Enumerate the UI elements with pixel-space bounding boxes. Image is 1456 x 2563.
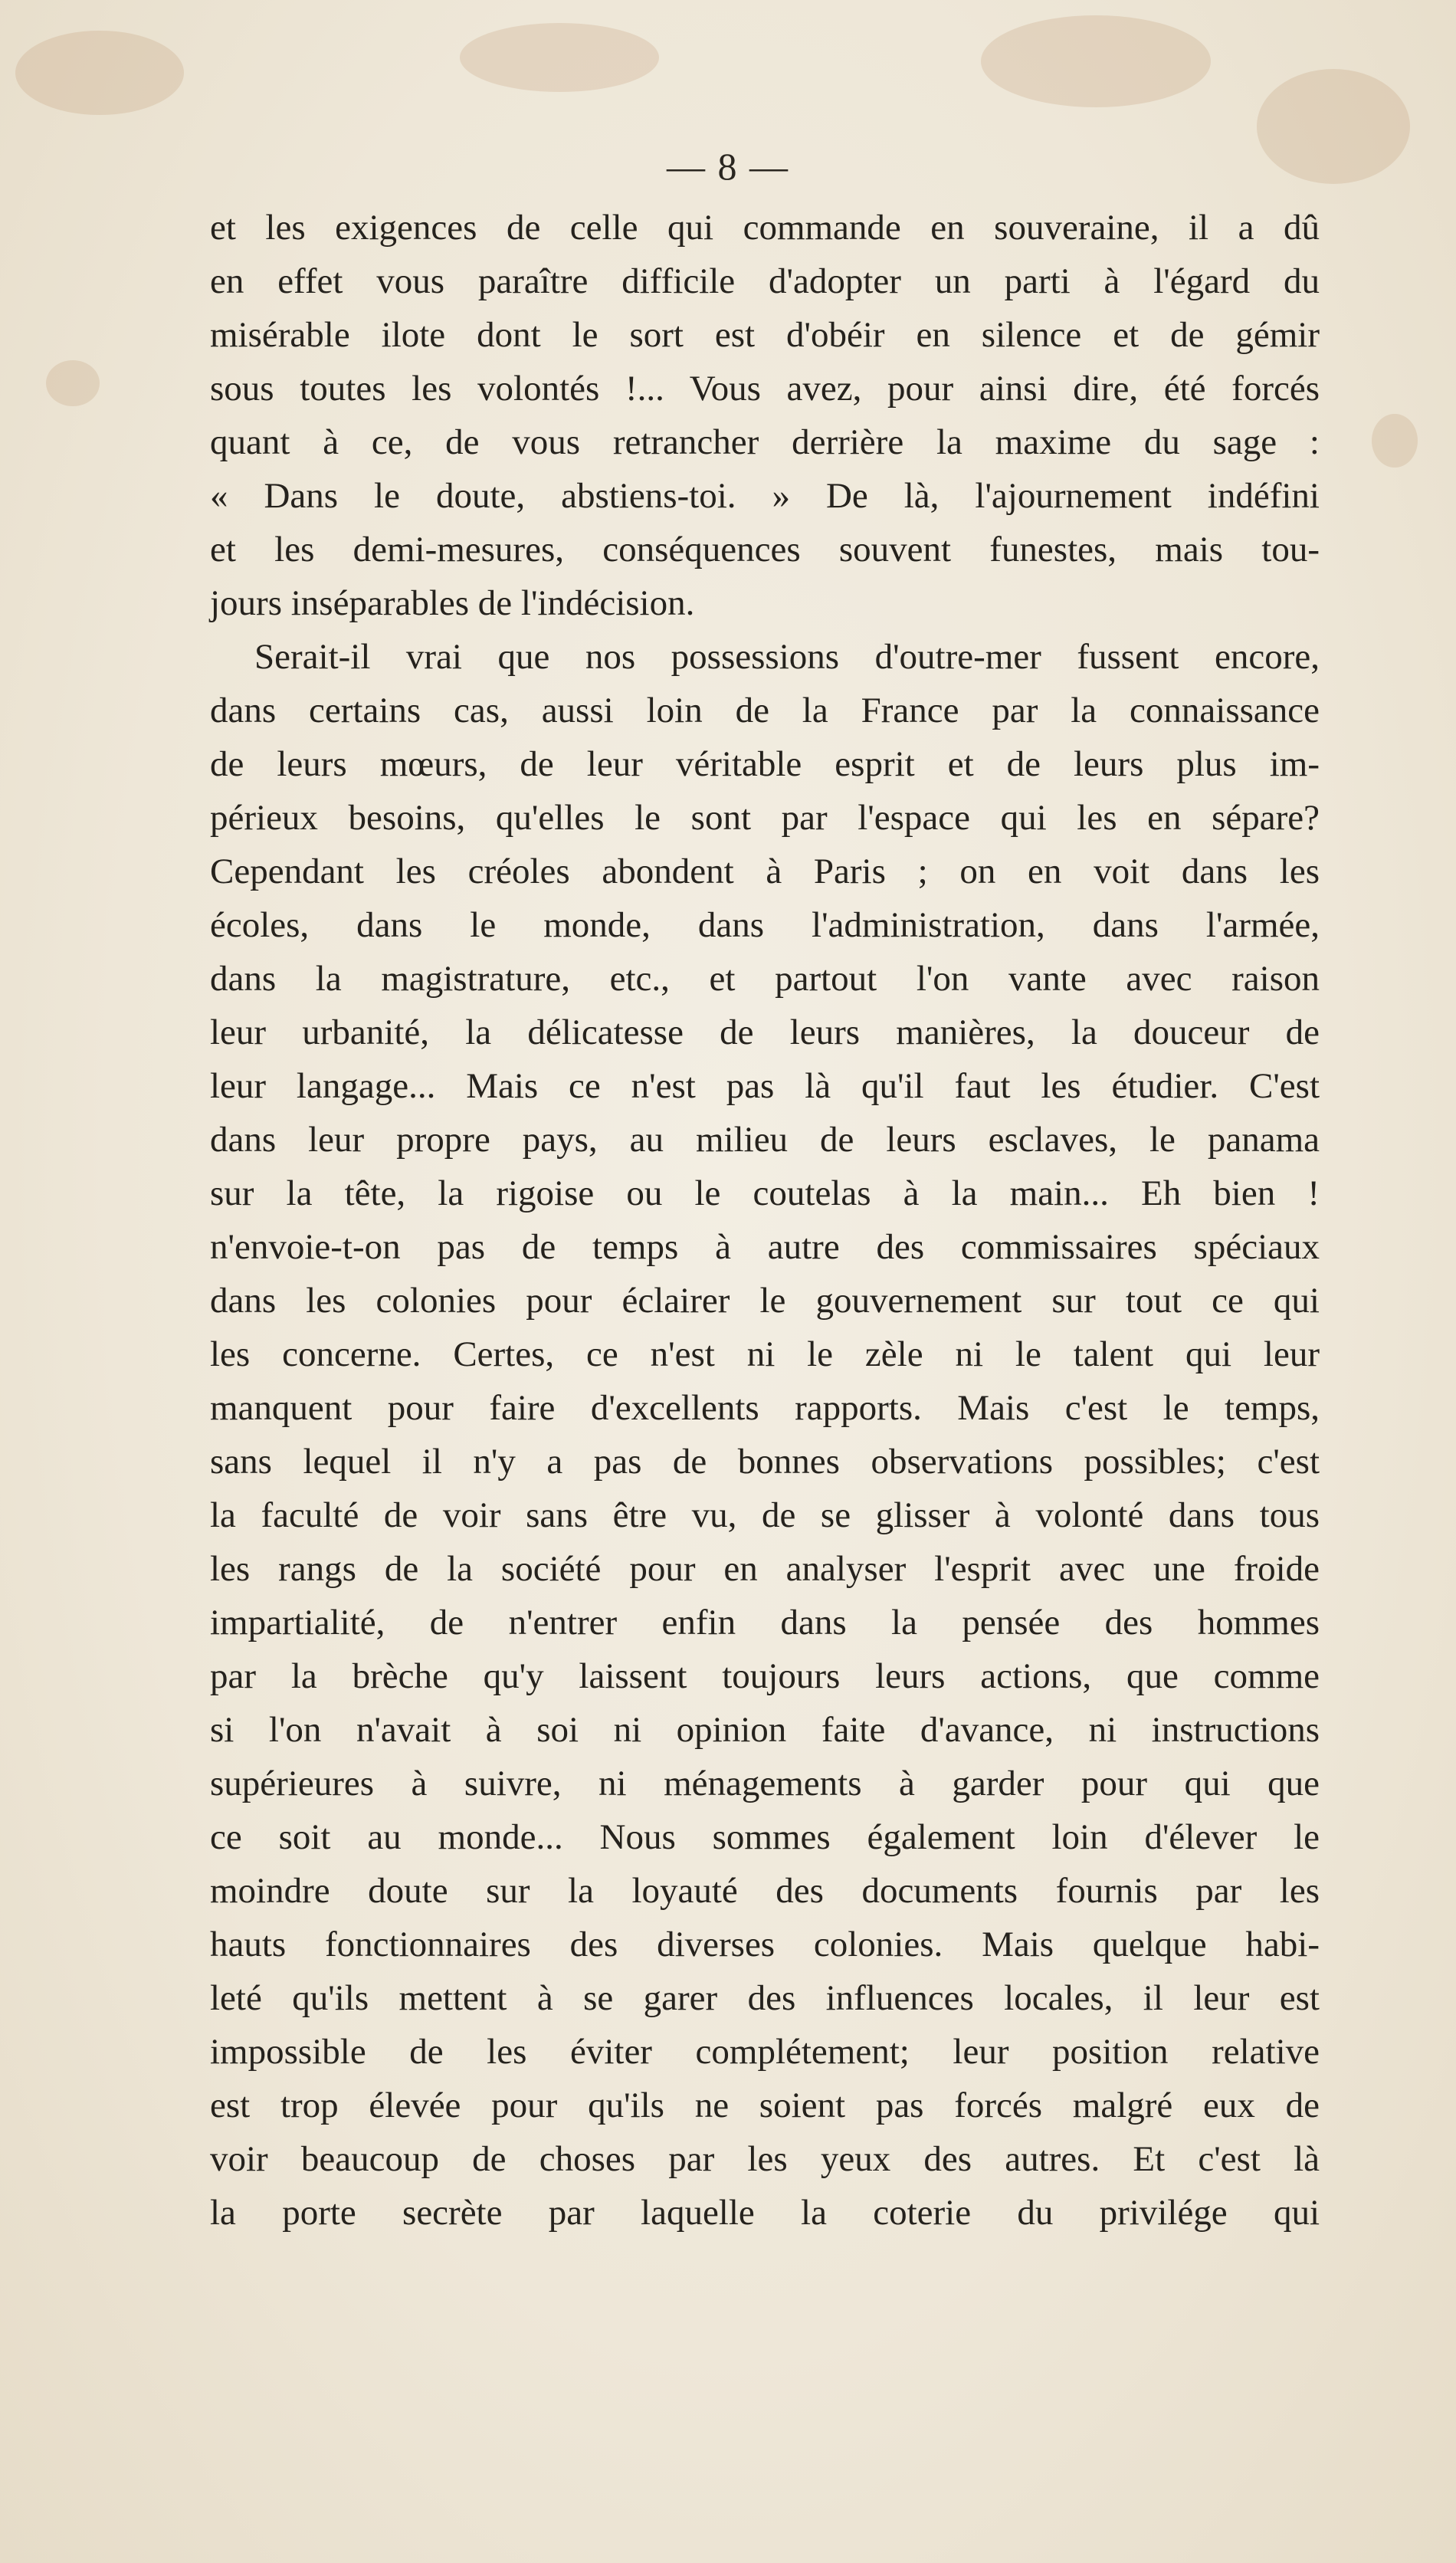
foxing-stain (981, 15, 1211, 107)
body-text (210, 201, 1320, 2240)
text-line: et les exigences de celle qui commande en souveraine, il a dû (210, 208, 1320, 248)
text-line: dans leur propre pays, au milieu de leurs esclaves, le panama (210, 1120, 1320, 1160)
text-line: moindre doute sur la loyauté des documents fournis par les (210, 1871, 1320, 1911)
text-line: les rangs de la société pour en analyser l'esprit avec une froide (210, 1549, 1320, 1589)
text-line: Cependant les créoles abondent à Paris ; on en voit dans les (210, 852, 1320, 891)
text-line: sous toutes les volontés !... Vous avez, pour ainsi dire, été forcés (210, 369, 1320, 409)
text-line: « Dans le doute, abstiens-toi. » De là, l'ajournement indéfini (210, 476, 1320, 516)
text-line: misérable ilote dont le sort est d'obéir en silence et de gémir (210, 315, 1320, 355)
text-line: dans les colonies pour éclairer le gouvernement sur tout ce qui (210, 1281, 1320, 1321)
text-line: impossible de les éviter complétement; leur position relative (210, 2032, 1320, 2072)
foxing-stain (15, 31, 184, 115)
text-line: sur la tête, la rigoise ou le coutelas à la main... Eh bien ! (210, 1173, 1320, 1213)
text-line: est trop élevée pour qu'ils ne soient pas forcés malgré eux de (210, 2086, 1320, 2125)
text-line: si l'on n'avait à soi ni opinion faite d'avance, ni instructions (210, 1710, 1320, 1750)
text-line: ce soit au monde... Nous sommes également loin d'élever le (210, 1817, 1320, 1857)
page-number: — 8 — (667, 145, 789, 188)
text-line: écoles, dans le monde, dans l'administration, dans l'armée, (210, 905, 1320, 945)
foxing-stain (1372, 414, 1418, 468)
text-line: supérieures à suivre, ni ménagements à garder pour qui que (210, 1764, 1320, 1803)
text-line: quant à ce, de vous retrancher derrière la maxime du sage : (210, 422, 1320, 462)
text-line: hauts fonctionnaires des diverses colonies. Mais quelque habi- (210, 1925, 1320, 1964)
text-line: sans lequel il n'y a pas de bonnes observations possibles; c'est (210, 1442, 1320, 1482)
text-line: impartialité, de n'entrer enfin dans la pensée des hommes (210, 1603, 1320, 1642)
text-line: leur urbanité, la délicatesse de leurs manières, la douceur de (210, 1012, 1320, 1052)
text-line: leté qu'ils mettent à se garer des influences locales, il leur est (210, 1978, 1320, 2018)
text-line: n'envoie-t-on pas de temps à autre des commissaires spéciaux (210, 1227, 1320, 1267)
text-line: périeux besoins, qu'elles le sont par l'espace qui les en sépare? (210, 798, 1320, 838)
foxing-stain (46, 360, 100, 406)
text-line: jours inséparables de l'indécision. (210, 583, 695, 623)
text-line: voir beaucoup de choses par les yeux des autres. Et c'est là (210, 2139, 1320, 2179)
text-line: leur langage... Mais ce n'est pas là qu'il faut les étudier. C'est (210, 1066, 1320, 1106)
text-line: de leurs mœurs, de leur véritable esprit et de leurs plus im- (210, 744, 1320, 784)
text-line: manquent pour faire d'excellents rapports. Mais c'est le temps, (210, 1388, 1320, 1428)
text-line: les concerne. Certes, ce n'est ni le zèle ni le talent qui leur (210, 1334, 1320, 1374)
paragraph-first-line: Serait-il vrai que nos possessions d'outre-mer fussent encore, (254, 637, 1320, 677)
text-line: par la brèche qu'y laissent toujours leurs actions, que comme (210, 1656, 1320, 1696)
text-line: dans certains cas, aussi loin de la France par la connaissance (210, 691, 1320, 730)
text-line: la porte secrète par laquelle la coterie du privilége qui (210, 2193, 1320, 2233)
foxing-stain (460, 23, 659, 92)
text-line: en effet vous paraître difficile d'adopter un parti à l'égard du (210, 261, 1320, 301)
text-line: et les demi-mesures, conséquences souvent funestes, mais tou- (210, 530, 1320, 569)
text-line: dans la magistrature, etc., et partout l'on vante avec raison (210, 959, 1320, 999)
text-line: la faculté de voir sans être vu, de se glisser à volonté dans tous (210, 1495, 1320, 1535)
